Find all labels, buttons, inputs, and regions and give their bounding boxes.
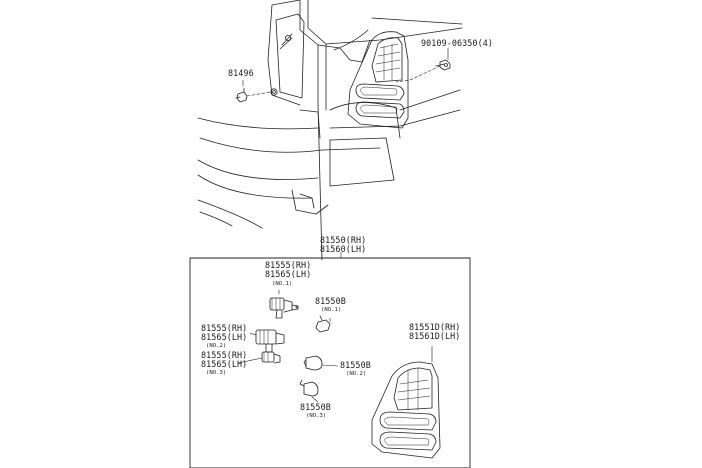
part-label-bulb-no1[interactable]: 81550B [315,296,346,306]
part-label-clip[interactable]: 81496 [228,68,254,78]
part-label-bulb-no3[interactable]: 81550B [300,402,331,412]
bulb-no2 [304,356,322,370]
part-label-socket-no2-lh[interactable]: 81565(LH) [201,332,248,342]
socket-no3 [262,352,280,363]
socket-no1 [270,298,298,318]
part-label-socket-no3-lh[interactable]: 81565(LH) [201,359,248,369]
part-label-bolt[interactable] [421,39,493,48]
bolt-90109 [436,60,450,70]
socket-no3-note: (NO.3) [206,370,227,376]
clip-81496 [236,88,247,102]
part-label-socket-no1-rh[interactable]: 81555(RH) [265,260,312,270]
bulb-no1 [316,316,330,332]
bulb-no3 [300,380,318,396]
bulb-no1-note: (NO.1) [321,307,342,313]
bolt-quantity: (4) [477,38,494,48]
part-label-lens-lh[interactable]: 81561D(LH) [409,331,461,341]
socket-no2-note: (NO.2) [206,343,227,349]
part-label-bulb-no2[interactable]: 81550B [340,360,371,370]
bolt-part-number[interactable]: 90109-06350 [421,38,478,48]
part-label-lens-rh[interactable]: 81551D(RH) [409,322,461,332]
part-label-lamp-assy-rh[interactable]: 81550(RH) [320,235,367,245]
socket-no1-note: (NO.1) [272,281,293,287]
part-label-socket-no1-lh[interactable]: 81565(LH) [265,269,312,279]
lens-81551d [372,362,440,458]
part-label-socket-no3-rh[interactable]: 81555(RH) [201,350,248,360]
socket-no2 [256,330,284,352]
part-label-lamp-assy-lh[interactable]: 81560(LH) [320,244,367,254]
tail-lamp-installed [348,32,408,128]
bulb-no3-note: (NO.3) [306,413,327,419]
bulb-no2-note: (NO.2) [346,371,367,377]
part-label-socket-no2-rh[interactable]: 81555(RH) [201,323,248,333]
